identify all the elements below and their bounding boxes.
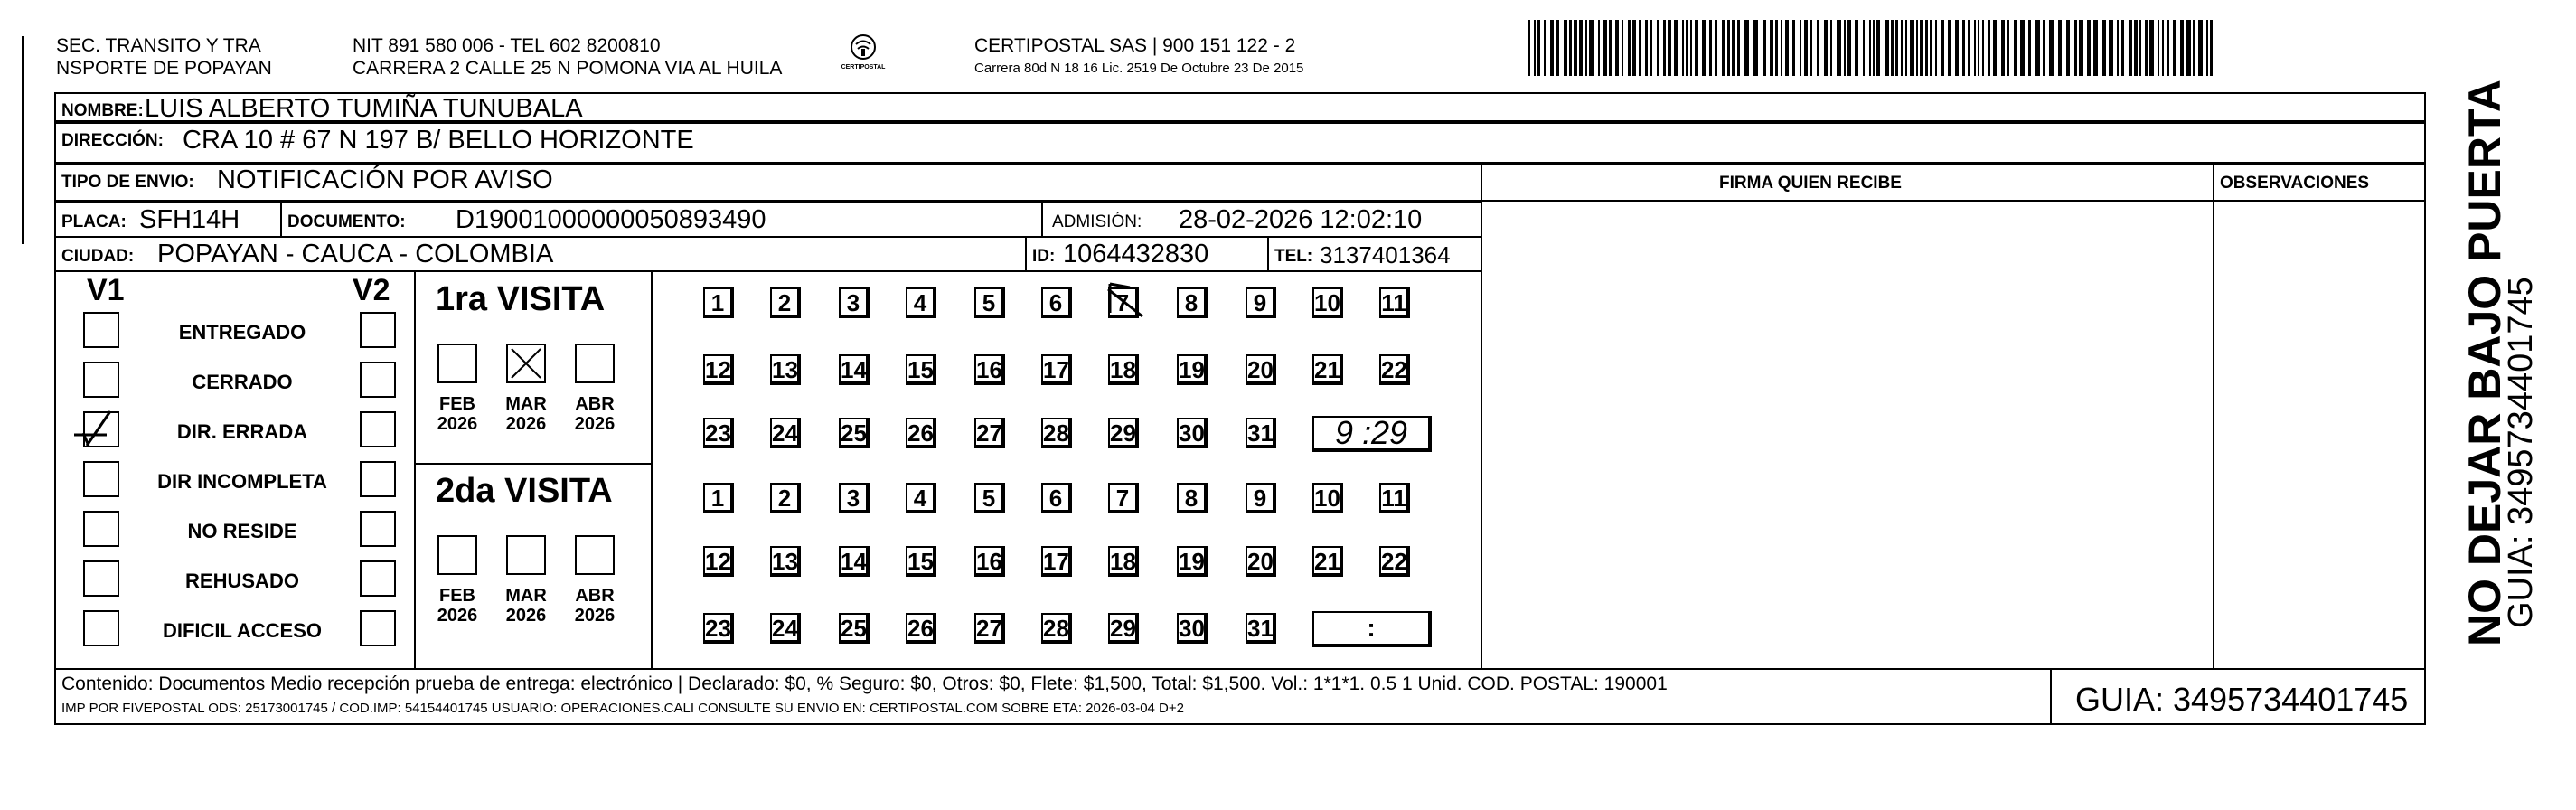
direccion-row [54,122,2426,164]
v2-checkbox[interactable] [360,610,396,646]
id-label: ID: [1032,247,1056,266]
day-box[interactable]: 19 [1177,354,1208,385]
day-box[interactable]: 11 [1379,287,1410,318]
observaciones-area [2213,200,2426,670]
observaciones-label: OBSERVACIONES [2220,174,2370,193]
day-box[interactable]: 2 [770,483,801,513]
day-box[interactable]: 10 [1312,483,1343,513]
visit-divider-horizontal [414,463,653,465]
day-box[interactable]: 1 [703,287,734,318]
day-box[interactable]: 21 [1312,354,1343,385]
sender-block [56,34,272,80]
v1-checkbox[interactable] [83,411,119,447]
day-box[interactable]: 11 [1379,483,1410,513]
status-label: CERRADO [192,371,293,393]
day-box[interactable]: 31 [1246,613,1276,644]
ciudad-cell [54,236,1027,272]
side-warning [2431,80,2549,646]
day-box[interactable]: 26 [906,418,936,448]
placa-cell [54,202,282,238]
month-checkbox-feb[interactable] [437,344,477,383]
documento-cell [280,202,1043,238]
v2-checkbox[interactable] [360,411,396,447]
company-line: CERTIPOSTAL SAS | 900 151 122 - 2 [974,35,1296,56]
sender-line-1: SEC. TRANSITO Y TRA [56,35,261,56]
v2-checkbox[interactable] [360,511,396,547]
month-label: ABR 2026 [574,394,616,434]
firma-label: FIRMA QUIEN RECIBE [1719,174,1902,193]
month-checkbox-mar[interactable] [506,344,546,383]
day-box[interactable]: 29 [1108,418,1139,448]
first-visit-time[interactable]: 9 :29 [1312,416,1432,452]
day-box[interactable]: 8 [1177,483,1208,513]
direccion-label: DIRECCIÓN: [61,131,164,150]
nombre-value: LUIS ALBERTO TUMIÑA TUNUBALA [145,94,583,122]
documento-label: DOCUMENTO: [287,212,406,231]
day-box[interactable]: 31 [1246,418,1276,448]
observaciones-header [2213,164,2426,202]
day-box[interactable]: 20 [1246,354,1276,385]
contenido-line: Contenido: Documentos Medio recepción prueba de entrega: electrónico | Declarado: $0, % Seguro: $0, Otros: $0, Flete: $1,500, Total: $1,500. Vol.: 1*1*1. 0.5 1 Unid. COD. POSTAL: 190001 [61,673,1668,694]
tipo-envio-value: NOTIFICACIÓN POR AVISO [217,165,553,194]
side-guia: GUIA: 3495734401745 [2502,277,2540,628]
imp-line: IMP POR FIVEPOSTAL ODS: 25173001745 / COD.IMP: 54154401745 USUARIO: OPERACIONES.CALI CONSULTE SU ENVIO EN: CERTIPOSTAL.COM SOBRE ETA: 2026-03-04 D+2 [61,701,1184,716]
nit-line: NIT 891 580 006 - TEL 602 8200810 [353,35,661,56]
status-label: DIR. ERRADA [176,420,308,443]
tipo-envio-row [54,164,1482,202]
status-label: REHUSADO [185,570,299,592]
month-checkbox-abr[interactable] [575,344,615,383]
day-box[interactable]: 13 [770,546,801,577]
v1-checkbox[interactable] [83,362,119,398]
v2-checkbox[interactable] [360,560,396,597]
ciudad-value: POPAYAN - CAUCA - COLOMBIA [157,240,554,268]
day-box[interactable]: 21 [1312,546,1343,577]
day-box[interactable]: 17 [1041,546,1072,577]
visit-divider-vertical [651,270,653,670]
admision-cell [1041,202,1482,238]
month-label: ABR 2026 [574,586,616,626]
v1-checkbox[interactable] [83,610,119,646]
day-box[interactable]: 27 [974,418,1005,448]
first-visit-title: 1ra VISITA [436,280,606,318]
day-box[interactable]: 5 [974,287,1005,318]
nombre-row [54,92,2426,122]
id-value: 1064432830 [1063,240,1209,268]
day-box[interactable]: 14 [839,546,870,577]
day-box[interactable]: 23 [703,418,734,448]
logo-text: CERTIPOSTAL [841,64,886,71]
direccion-value: CRA 10 # 67 N 197 B/ BELLO HORIZONTE [183,126,694,155]
month-checkbox-abr[interactable] [575,535,615,575]
day-box[interactable]: 24 [770,613,801,644]
tel-cell [1267,236,1482,272]
placa-label: PLACA: [61,212,127,231]
day-box[interactable]: 30 [1177,613,1208,644]
v1-checkbox[interactable] [83,560,119,597]
placa-value: SFH14H [139,205,240,234]
footer-contenido [54,668,2052,725]
month-label: MAR 2026 [505,394,547,434]
v2-checkbox[interactable] [360,362,396,398]
v2-label: V2 [353,273,390,307]
company-address: Carrera 80d N 18 16 Lic. 2519 De Octubre 23 De 2015 [974,61,1304,76]
second-visit-time[interactable]: : [1312,611,1432,647]
sender-address-line: CARRERA 2 CALLE 25 N POMONA VIA AL HUILA [353,58,783,79]
day-box[interactable]: 29 [1108,613,1139,644]
day-box[interactable]: 9 [1246,287,1276,318]
v1-checkbox[interactable] [83,461,119,497]
day-box[interactable]: 2 [770,287,801,318]
admision-label: ADMISIÓN: [1052,212,1142,231]
day-box[interactable]: 7 [1108,287,1139,318]
status-label: DIR INCOMPLETA [157,470,327,493]
day-box[interactable]: 22 [1379,354,1410,385]
day-box[interactable]: 16 [974,354,1005,385]
id-cell [1025,236,1269,272]
day-box[interactable]: 6 [1041,287,1072,318]
day-box[interactable]: 27 [974,613,1005,644]
v1-checkbox[interactable] [83,312,119,348]
day-box[interactable]: 28 [1041,418,1072,448]
day-box[interactable]: 19 [1177,546,1208,577]
day-box[interactable]: 9 [1246,483,1276,513]
admision-value: 28-02-2026 12:02:10 [1179,205,1423,234]
status-divider [414,270,416,670]
footer-guia [2050,668,2426,725]
day-box[interactable]: 30 [1177,418,1208,448]
firma-header [1481,164,2214,202]
no-dejar-bajo-puerta: NO DEJAR BAJO PUERTA [2459,80,2510,646]
day-box[interactable]: 3 [839,483,870,513]
day-box[interactable]: 28 [1041,613,1072,644]
day-box[interactable]: 15 [906,354,936,385]
day-box[interactable]: 6 [1041,483,1072,513]
day-box[interactable]: 14 [839,354,870,385]
v1-label: V1 [87,273,125,307]
day-box[interactable]: 17 [1041,354,1072,385]
month-label: MAR 2026 [505,586,547,626]
v1-checkbox[interactable] [83,511,119,547]
day-box[interactable]: 10 [1312,287,1343,318]
second-visit-title: 2da VISITA [436,472,613,510]
day-box[interactable]: 25 [839,613,870,644]
day-box[interactable]: 26 [906,613,936,644]
day-box[interactable]: 18 [1108,546,1139,577]
tel-label: TEL: [1274,247,1313,266]
month-label: FEB 2026 [437,586,478,626]
day-box[interactable]: 7 [1108,483,1139,513]
day-box[interactable]: 23 [703,613,734,644]
barcode-image [1528,20,2214,76]
day-box[interactable]: 5 [974,483,1005,513]
status-label: NO RESIDE [187,520,297,542]
v2-checkbox[interactable] [360,312,396,348]
company-block [974,34,1303,80]
month-label: FEB 2026 [437,394,478,434]
certipostal-logo [836,31,890,76]
day-box[interactable]: 12 [703,354,734,385]
day-box[interactable]: 16 [974,546,1005,577]
ciudad-label: CIUDAD: [61,247,135,266]
day-box[interactable]: 15 [906,546,936,577]
day-box[interactable]: 3 [839,287,870,318]
day-box[interactable]: 20 [1246,546,1276,577]
month-checkbox-feb[interactable] [437,535,477,575]
tel-value: 3137401364 [1320,241,1451,268]
day-box[interactable]: 18 [1108,354,1139,385]
nombre-label: NOMBRE: [61,101,144,120]
sender-line-2: NSPORTE DE POPAYAN [56,58,272,79]
tipo-envio-label: TIPO DE ENVIO: [61,173,194,192]
day-box[interactable]: 13 [770,354,801,385]
nit-block [353,34,782,80]
status-label: DIFICIL ACCESO [162,619,322,642]
day-box[interactable]: 4 [906,483,936,513]
day-box[interactable]: 24 [770,418,801,448]
day-box[interactable]: 1 [703,483,734,513]
documento-value: D19001000000050893490 [456,205,766,234]
left-edge-mark [13,36,24,244]
footer-guia-value: GUIA: 3495734401745 [2075,681,2409,718]
day-box[interactable]: 12 [703,546,734,577]
firma-area [1481,200,2214,670]
month-checkbox-mar[interactable] [506,535,546,575]
day-box[interactable]: 8 [1177,287,1208,318]
v2-checkbox[interactable] [360,461,396,497]
day-box[interactable]: 25 [839,418,870,448]
day-box[interactable]: 4 [906,287,936,318]
day-box[interactable]: 22 [1379,546,1410,577]
status-label: ENTREGADO [178,321,306,344]
